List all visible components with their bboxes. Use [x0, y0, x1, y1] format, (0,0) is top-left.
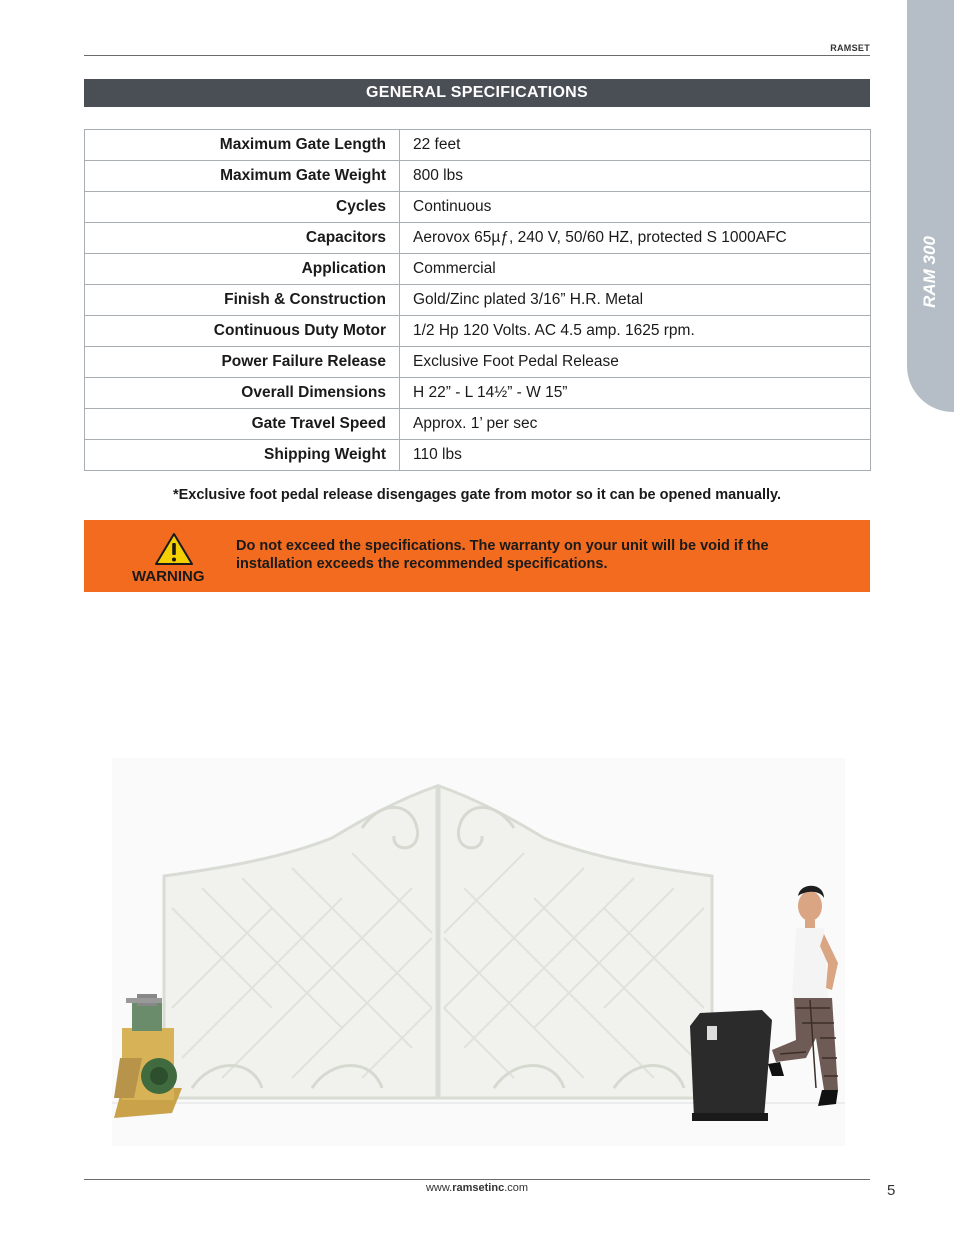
table-row	[85, 440, 871, 471]
spec-label: Maximum Gate Weight	[85, 161, 400, 192]
spec-value: Commercial	[400, 254, 871, 285]
spec-label: Power Failure Release	[85, 347, 400, 378]
table-row	[85, 285, 871, 316]
footer-website[interactable]	[84, 1182, 870, 1194]
section-title: GENERAL SPECIFICATIONS	[84, 79, 870, 107]
table-row	[85, 130, 871, 161]
spec-label: Shipping Weight	[85, 440, 400, 471]
spec-value: 800 lbs	[400, 161, 871, 192]
spec-label: Maximum Gate Length	[85, 130, 400, 161]
spec-value: 22 feet	[400, 130, 871, 161]
header-brand: RAMSET	[830, 43, 870, 53]
spec-value: Gold/Zinc plated 3/16” H.R. Metal	[400, 285, 871, 316]
table-row	[85, 378, 871, 409]
side-tab-label: RAM 300	[920, 236, 939, 308]
table-row	[85, 409, 871, 440]
spec-label: Capacitors	[85, 223, 400, 254]
spec-value: H 22” - L 14½” - W 15”	[400, 378, 871, 409]
spec-value: 1/2 Hp 120 Volts. AC 4.5 amp. 1625 rpm.	[400, 316, 871, 347]
table-row	[85, 223, 871, 254]
table-row	[85, 316, 871, 347]
footer-rule	[84, 1179, 870, 1180]
warning-text: Do not exceed the specifications. The warranty on your unit will be void if the installation exceeds the recommended specifications.	[236, 538, 769, 572]
website-domain: ramsetinc	[452, 1182, 505, 1194]
website-suffix: .com	[504, 1182, 529, 1194]
table-row	[85, 347, 871, 378]
spec-value: 110 lbs	[400, 440, 871, 471]
spec-value: Approx. 1’ per sec	[400, 409, 871, 440]
header-rule	[84, 55, 870, 56]
spec-label: Gate Travel Speed	[85, 409, 400, 440]
spec-table	[84, 129, 871, 471]
spec-value: Continuous	[400, 192, 871, 223]
table-row	[85, 192, 871, 223]
footnote: *Exclusive foot pedal release disengages gate from motor so it can be opened manually.	[172, 487, 782, 503]
gate-opener-photo	[112, 758, 845, 1146]
spec-label: Continuous Duty Motor	[85, 316, 400, 347]
spec-value: Exclusive Foot Pedal Release	[400, 347, 871, 378]
spec-label: Finish & Construction	[85, 285, 400, 316]
warning-box	[84, 520, 870, 592]
table-row	[85, 161, 871, 192]
table-row	[85, 254, 871, 285]
warning-triangle-icon	[154, 532, 194, 566]
spec-label: Overall Dimensions	[85, 378, 400, 409]
side-tab	[907, 0, 954, 412]
spec-value: Aerovox 65µƒ, 240 V, 50/60 HZ, protected S 1000AFC	[400, 223, 871, 254]
warning-label: WARNING	[132, 568, 205, 585]
website-prefix: www.	[425, 1182, 453, 1194]
page-number: 5	[887, 1182, 896, 1199]
spec-label: Cycles	[85, 192, 400, 223]
spec-label: Application	[85, 254, 400, 285]
